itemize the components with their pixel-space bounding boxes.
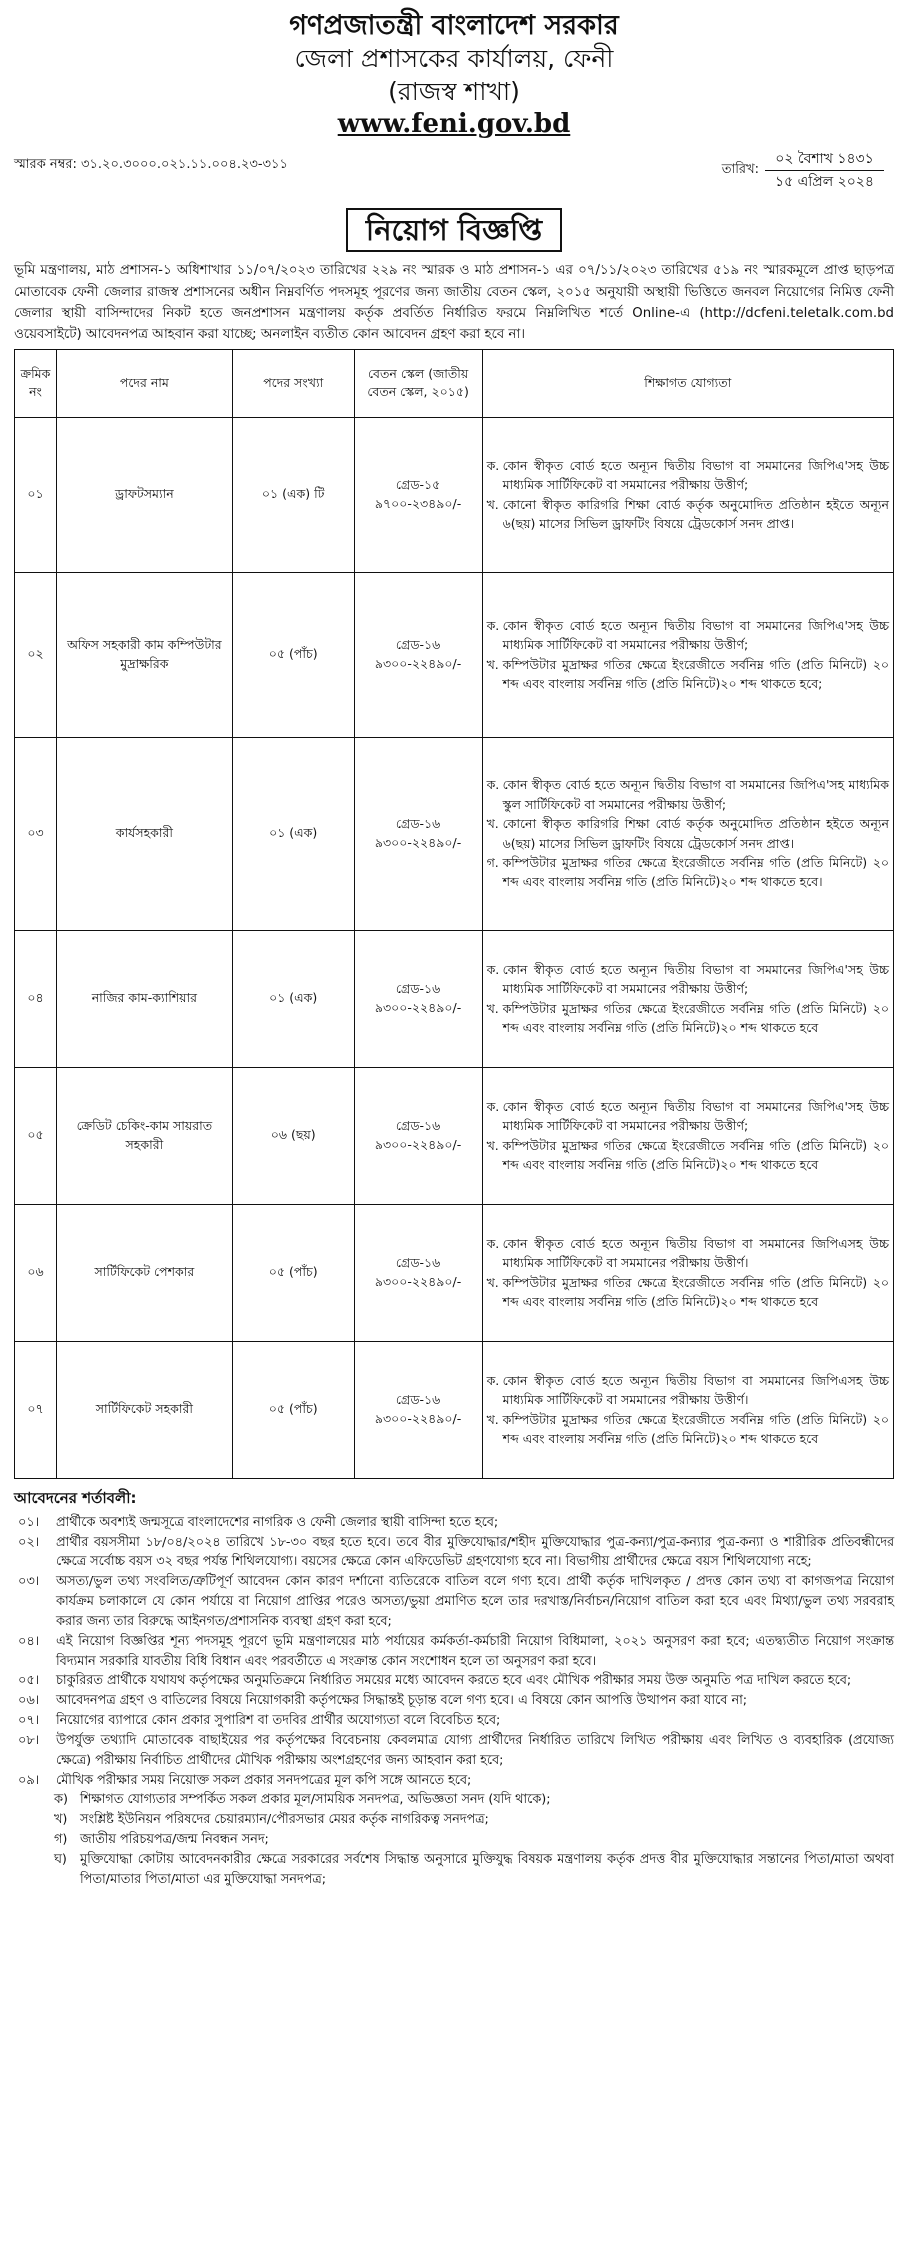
row-post-count: ০৫ (পাঁচ)	[232, 1204, 354, 1341]
row-post-name: সার্টিফিকেট পেশকার	[56, 1204, 232, 1341]
notice-title: নিয়োগ বিজ্ঞপ্তি	[346, 208, 562, 253]
row-scale-range: ৯৩০০-২২৪৯০/-	[374, 999, 462, 1015]
row-grade: গ্রেড-১৬	[395, 1255, 441, 1271]
document-marker: ক)	[54, 1792, 68, 1808]
letterhead	[14, 8, 894, 142]
row-scale-range: ৯৩০০-২২৪৯০/-	[374, 1410, 462, 1426]
qualification-item	[487, 999, 889, 1038]
qualification-item	[487, 814, 889, 853]
row-serial: ০৬	[15, 1204, 57, 1341]
row-scale-range: ৯৭০০-২৩৪৯০/-	[374, 495, 462, 511]
qualification-text: কোন স্বীকৃত বোর্ড হতে অন্যূন দ্বিতীয় বিভাগ বা সমমানের জিপিএ'সহ উচ্চ মাধ্যমিক সার্টিফিকেট বা সমমানের পরীক্ষায় উত্তীর্ণ;	[502, 457, 889, 493]
qualification-item	[487, 1097, 889, 1136]
qualification-item	[487, 456, 889, 495]
row-post-name: অফিস সহকারী কাম কম্পিউটার মুদ্রাক্ষরিক	[56, 572, 232, 737]
row-pay-scale	[354, 1204, 482, 1341]
condition-text: প্রার্থীকে অবশ্যই জন্মসূত্রে বাংলাদেশের নাগরিক ও ফেনী জেলার স্থায়ী বাসিন্দা হতে হবে;	[56, 1514, 499, 1530]
row-serial: ০১	[15, 417, 57, 572]
row-grade: গ্রেড-১৬	[395, 637, 441, 653]
qualification-marker: খ.	[486, 496, 499, 512]
row-pay-scale	[354, 417, 482, 572]
qualification-marker: খ.	[486, 1274, 499, 1290]
condition-number: ০৬।	[18, 1693, 40, 1709]
branch-name: (রাজস্ব শাখা)	[388, 76, 520, 106]
row-post-name: সার্টিফিকেট সহকারী	[56, 1341, 232, 1478]
qualification-marker: ক.	[486, 1098, 500, 1114]
qualification-item	[487, 960, 889, 999]
header-qualification: শিক্ষাগত যোগ্যতা	[482, 349, 893, 417]
row-qualification	[482, 1067, 893, 1204]
qualification-item	[487, 495, 889, 534]
condition-number: ০৭।	[18, 1713, 40, 1729]
qualification-marker: খ.	[486, 816, 499, 832]
condition-text: আবেদনপত্র গ্রহণ ও বাতিলের বিষয়ে নিয়োগকারী কর্তৃপক্ষের সিদ্ধান্তই চূড়ান্ত বলে গণ্য হবে। এ বিষয়ে কোন আপত্তি উত্থাপন করা যাবে না;	[56, 1693, 748, 1709]
qualification-item	[487, 655, 889, 694]
conditions-section	[14, 1487, 894, 1890]
row-scale-range: ৯৩০০-২২৪৯০/-	[374, 1273, 462, 1289]
header-count: পদের সংখ্যা	[232, 349, 354, 417]
row-post-count: ০১ (এক)	[232, 930, 354, 1067]
condition-text: এই নিয়োগ বিজ্ঞপ্তির শূন্য পদসমূহ পূরণে ভূমি মন্ত্রণালয়ের মাঠ পর্যায়ের কর্মকর্তা-কর্মচারী নিয়োগ বিধিমালা, ২০২১ অনুসরণ করা হবে; এতদ্ব্যতীত নিয়োগ সংক্রান্ত বিদ্যমান সরকারি যাবতীয় বিধি বিধান এবং পরবর্তীতে এ সংক্রান্ত কোন সংশোধন হলে তা অনুসরণ করা হবে।	[56, 1633, 894, 1669]
condition-text: উপর্যুক্ত তথ্যাদি মোতাবেক বাছাইয়ের পর কর্তৃপক্ষের বিবেচনায় কেবলমাত্র যোগ্য প্রার্থীদের নির্ধারিত তারিখে লিখিত পরীক্ষায় এবং লিখিত ও ব্যবহারিক (প্রযোজ্য ক্ষেত্রে) পরীক্ষায় নির্বাচিত প্রার্থীদের মৌখিক পরীক্ষায় অংশগ্রহণের জন্য আহবান করা হবে;	[56, 1732, 894, 1768]
condition-number: ০৩।	[18, 1574, 40, 1590]
qualification-marker: গ.	[486, 854, 499, 870]
row-post-name: কার্যসহকারী	[56, 737, 232, 930]
qualification-text: কম্পিউটার মুদ্রাক্ষর গতির ক্ষেত্রে ইংরেজীতে সর্বনিম্ন গতি (প্রতি মিনিটে) ২০ শব্দ এবং বাংলায় সর্বনিম্ন গতি (প্রতি মিনিটে)২০ শব্দ থাকতে হবে	[502, 1411, 889, 1446]
row-pay-scale	[354, 1067, 482, 1204]
condition-text: প্রার্থীর বয়সসীমা ১৮/০৪/২০২৪ তারিখে ১৮-৩০ বছর হতে হবে। তবে বীর মুক্তিযোদ্ধার/শহীদ মুক্তিযোদ্ধার পুত্র-কন্যা/পুত্র-কন্যার পুত্র-কন্যা ও শারীরিক প্রতিবন্ধীদের ক্ষেত্রে সর্বোচ্চ বয়স ৩২ বছর পর্যন্ত শিথিলযোগ্য। বয়সের ক্ষেত্রে কোন এফিডেভিট গ্রহণযোগ্য হবে না। বিভাগীয় প্রার্থীদের ক্ষেত্রে বয়স শিথিলযোগ্য নহে;	[56, 1534, 894, 1570]
qualification-marker: ক.	[486, 961, 500, 977]
qualification-marker: ক.	[486, 617, 500, 633]
qualification-item	[487, 1273, 889, 1312]
qualification-marker: ক.	[486, 777, 500, 793]
qualification-text: কোনো স্বীকৃত কারিগরি শিক্ষা বোর্ড কর্তৃক অনুমোদিত প্রতিষ্ঠান হইতে অন্যূন ৬(ছয়) মাসের সিভিল ড্রাফটিং বিষয়ে ট্রেডকোর্স সনদ প্রাপ্ত।	[502, 496, 889, 531]
row-qualification	[482, 1204, 893, 1341]
date-english: ১৫ এপ্রিল ২০২৪	[775, 174, 874, 191]
condition-text: চাকুরিরত প্রার্থীকে যথাযথ কর্তৃপক্ষের অনুমতিক্রমে নির্ধারিত সময়ের মধ্যে আবেদন করতে হবে এবং মৌখিক পরীক্ষার সময় উক্ত অনুমতি পত্র দাখিল করতে হবে;	[56, 1673, 852, 1689]
row-post-count: ০৫ (পাঁচ)	[232, 572, 354, 737]
condition-item	[14, 1671, 894, 1691]
qualification-item	[487, 853, 889, 892]
document-marker: খ)	[54, 1812, 68, 1828]
conditions-title: আবেদনের শর্তাবলী:	[14, 1488, 137, 1507]
header-scale: বেতন স্কেল (জাতীয় বেতন স্কেল, ২০১৫)	[354, 349, 482, 417]
qualification-text: কোনো স্বীকৃত কারিগরি শিক্ষা বোর্ড কর্তৃক অনুমোদিত প্রতিষ্ঠান হইতে অন্যূন ৬(ছয়) মাসের সিভিল ড্রাফটিং বিষয়ে ট্রেডকোর্স সনদ প্রাপ্ত।	[502, 816, 889, 851]
qualification-item	[487, 1410, 889, 1449]
row-qualification	[482, 737, 893, 930]
row-qualification	[482, 930, 893, 1067]
date-block	[722, 148, 884, 194]
reference-row	[14, 148, 894, 206]
row-serial: ০৫	[15, 1067, 57, 1204]
row-serial: ০২	[15, 572, 57, 737]
condition-text: অসত্য/ভুল তথ্য সংবলিত/ত্রুটিপূর্ণ আবেদন কোন কারণ দর্শানো ব্যতিরেকে বাতিল বলে গণ্য হবে। প্রার্থী কর্তৃক দাখিলকৃত / প্রদত্ত কোন তথ্য বা কাগজপত্র নিয়োগ কার্যক্রম চলাকালে যে কোন পর্যায়ে বা নিয়োগ প্রাপ্তির পরেও অসত্য/ভুয়া প্রমাণিত হলে তার দরখাস্ত/নির্বাচন/নিয়োগ বাতিল করা হবে এবং মিথ্যা/ভুল তথ্য সরবরাহ করার জন্য তার বিরুদ্ধে আইনগত/প্রশাসনিক ব্যবস্থা গ্রহণ করা হবে;	[56, 1574, 894, 1629]
row-qualification	[482, 1341, 893, 1478]
table-row	[15, 417, 894, 572]
qualification-text: কম্পিউটার মুদ্রাক্ষর গতির ক্ষেত্রে ইংরেজীতে সর্বনিম্ন গতি (প্রতি মিনিটে) ২০ শব্দ এবং বাংলায় সর্বনিম্ন গতি (প্রতি মিনিটে)২০ শব্দ থাকতে হবে;	[502, 656, 889, 691]
table-row	[15, 737, 894, 930]
header-post: পদের নাম	[56, 349, 232, 417]
row-qualification	[482, 417, 893, 572]
qualification-text: কম্পিউটার মুদ্রাক্ষর গতির ক্ষেত্রে ইংরেজীতে সর্বনিম্ন গতি (প্রতি মিনিটে) ২০ শব্দ এবং বাংলায় সর্বনিম্ন গতি (প্রতি মিনিটে)২০ শব্দ থাকতে হবে	[502, 1137, 889, 1172]
document-item	[14, 1810, 894, 1830]
qualification-text: কোন স্বীকৃত বোর্ড হতে অন্যূন দ্বিতীয় বিভাগ বা সমমানের জিপিএ'সহ মাধ্যমিক স্কুল সার্টিফিকেট বা সমমানের পরীক্ষায় উত্তীর্ণ;	[502, 777, 889, 812]
document-marker: ঘ)	[54, 1851, 67, 1867]
date-label: তারিখ:	[721, 162, 759, 178]
conditions-list	[14, 1513, 894, 1791]
condition-item	[14, 1691, 894, 1711]
condition-text: নিয়োগের ব্যাপারে কোন প্রকার সুপারিশ বা তদবির প্রার্থীর অযোগ্যতা বলে বিবেচিত হবে;	[56, 1713, 501, 1729]
condition-number: ০৮।	[18, 1732, 40, 1748]
row-qualification	[482, 572, 893, 737]
table-header-row	[15, 349, 894, 417]
row-grade: গ্রেড-১৫	[395, 477, 441, 493]
date-bangla: ০২ বৈশাখ ১৪৩১	[765, 148, 884, 171]
row-pay-scale	[354, 737, 482, 930]
condition-text: মৌখিক পরীক্ষার সময় নিয়োক্ত সকল প্রকার সনদপত্রের মূল কপি সঙ্গে আনতে হবে;	[56, 1772, 472, 1788]
qualification-text: কোন স্বীকৃত বোর্ড হতে অন্যূন দ্বিতীয় বিভাগ বা সমমানের জিপিএ'সহ উচ্চ মাধ্যমিক সার্টিফিকেট বা সমমানের পরীক্ষায় উত্তীর্ণ;	[502, 961, 889, 997]
website-link[interactable]: www.feni.gov.bd	[337, 109, 571, 140]
row-serial: ০৪	[15, 930, 57, 1067]
row-grade: গ্রেড-১৬	[395, 1392, 441, 1408]
document-item	[14, 1850, 894, 1890]
row-pay-scale	[354, 1341, 482, 1478]
condition-item	[14, 1533, 894, 1573]
row-grade: গ্রেড-১৬	[395, 981, 441, 997]
qualification-marker: ক.	[486, 457, 500, 473]
row-post-name: ক্রেডিট চেকিং-কাম সায়রাত সহকারী	[56, 1067, 232, 1204]
qualification-item	[487, 1234, 889, 1273]
document-marker: গ)	[54, 1832, 68, 1848]
row-scale-range: ৯৩০০-২২৪৯০/-	[374, 1136, 462, 1152]
condition-item	[14, 1771, 894, 1791]
row-scale-range: ৯৩০০-২২৪৯০/-	[374, 834, 462, 850]
posts-table-body	[15, 417, 894, 1478]
document-text: শিক্ষাগত যোগ্যতার সম্পর্কিত সকল প্রকার মূল/সাময়িক সনদপত্র, অভিজ্ঞতা সনদ (যদি থাকে);	[80, 1792, 551, 1808]
office-name: জেলা প্রশাসকের কার্যালয়, ফেনী	[294, 44, 614, 74]
qualification-item	[487, 616, 889, 655]
document-text: সংশ্লিষ্ট ইউনিয়ন পরিষদের চেয়ারম্যান/পৌরসভার মেয়র কর্তৃক নাগরিকত্ব সনদপত্র;	[80, 1812, 489, 1828]
row-pay-scale	[354, 930, 482, 1067]
qualification-text: কোন স্বীকৃত বোর্ড হতে অন্যূন দ্বিতীয় বিভাগ বা সমমানের জিপিএ'সহ উচ্চ মাধ্যমিক সার্টিফিকেট বা সমমানের পরীক্ষায় উত্তীর্ণ;	[502, 617, 889, 653]
row-serial: ০৩	[15, 737, 57, 930]
memo-number: স্মারক নম্বর: ৩১.২০.৩০০০.০২১.১১.০০৪.২৩-৩১১	[14, 156, 288, 172]
table-row	[15, 572, 894, 737]
row-post-count: ০১ (এক) টি	[232, 417, 354, 572]
qualification-marker: ক.	[486, 1372, 500, 1388]
condition-item	[14, 1572, 894, 1631]
condition-item	[14, 1711, 894, 1731]
qualification-marker: খ.	[486, 1411, 499, 1427]
qualification-text: কম্পিউটার মুদ্রাক্ষর গতির ক্ষেত্রে ইংরেজীতে সর্বনিম্ন গতি (প্রতি মিনিটে) ২০ শব্দ এবং বাংলায় সর্বনিম্ন গতি (প্রতি মিনিটে)২০ শব্দ থাকতে হবে	[502, 1274, 889, 1309]
qualification-marker: ক.	[486, 1235, 500, 1251]
qualification-text: কোন স্বীকৃত বোর্ড হতে অন্যূন দ্বিতীয় বিভাগ বা সমমানের জিপিএসহ উচ্চ মাধ্যমিক সার্টিফিকেট বা সমমানের পরীক্ষায় উত্তীর্ণ।	[502, 1235, 889, 1271]
condition-number: ০৯।	[18, 1772, 40, 1788]
row-serial: ০৭	[15, 1341, 57, 1478]
condition-number: ০৪।	[18, 1633, 40, 1649]
qualification-item	[487, 1371, 889, 1410]
row-post-count: ০৫ (পাঁচ)	[232, 1341, 354, 1478]
table-row	[15, 1067, 894, 1204]
condition-item	[14, 1731, 894, 1771]
condition-number: ০২।	[18, 1534, 40, 1550]
row-grade: গ্রেড-১৬	[395, 1118, 441, 1134]
row-pay-scale	[354, 572, 482, 737]
qualification-text: কোন স্বীকৃত বোর্ড হতে অন্যূন দ্বিতীয় বিভাগ বা সমমানের জিপিএ'সহ উচ্চ মাধ্যমিক সার্টিফিকেট বা সমমানের পরীক্ষায় উত্তীর্ণ;	[502, 1098, 889, 1134]
row-post-name: ড্রাফটসম্যান	[56, 417, 232, 572]
condition-number: ০১।	[18, 1514, 40, 1530]
documents-list	[14, 1790, 894, 1889]
document-item	[14, 1790, 894, 1810]
table-row	[15, 1341, 894, 1478]
posts-table	[14, 349, 894, 1479]
row-scale-range: ৯৩০০-২২৪৯০/-	[374, 655, 462, 671]
qualification-marker: খ.	[486, 1137, 499, 1153]
condition-item	[14, 1513, 894, 1533]
qualification-text: কম্পিউটার মুদ্রাক্ষর গতির ক্ষেত্রে ইংরেজীতে সর্বনিম্ন গতি (প্রতি মিনিটে) ২০ শব্দ এবং বাংলায় সর্বনিম্ন গতি (প্রতি মিনিটে)২০ শব্দ থাকতে হবে।	[502, 854, 889, 890]
document-item	[14, 1830, 894, 1850]
table-row	[15, 930, 894, 1067]
row-grade: গ্রেড-১৬	[395, 816, 441, 832]
qualification-item	[487, 1136, 889, 1175]
government-name: গণপ্রজাতন্ত্রী বাংলাদেশ সরকার	[289, 10, 619, 41]
row-post-count: ০১ (এক)	[232, 737, 354, 930]
condition-number: ০৫।	[18, 1673, 40, 1689]
qualification-item	[487, 775, 889, 814]
intro-paragraph: ভূমি মন্ত্রণালয়, মাঠ প্রশাসন-১ অধিশাখার ১১/০৭/২০২৩ তারিখের ২২৯ নং স্মারক ও মাঠ প্রশাসন-১ এর ০৭/১১/২০২৩ তারিখের ৫১৯ নং স্মারকমূলে প্রাপ্ত ছাড়পত্র মোতাবেক ফেনী জেলার রাজস্ব প্রশাসনের অধীন নিম্নবর্ণিত পদসমূহ পূরণের জন্য জাতীয় বেতন স্কেল, ২০১৫ অনুযায়ী অস্থায়ী ভিত্তিতে জনবল নিয়োগের নিমিত্ত ফেনী জেলার স্থায়ী বাসিন্দাদের নিকট হতে জনপ্রশাসন মন্ত্রণালয় কর্তৃক প্রবর্তিত নির্ধারিত ফরমে নিম্নলিখিত শর্তে Online-এ (http://dcfeni.teletalk.com.bd ওয়েবসাইটে) আবেদনপত্র আহবান করা যাচ্ছে; অনলাইন ব্যতীত কোন আবেদন গ্রহণ করা হবে না।	[14, 263, 894, 343]
row-post-count: ০৬ (ছয়)	[232, 1067, 354, 1204]
qualification-text: কোন স্বীকৃত বোর্ড হতে অন্যূন দ্বিতীয় বিভাগ বা সমমানের জিপিএসহ উচ্চ মাধ্যমিক সার্টিফিকেট বা সমমানের পরীক্ষায় উত্তীর্ণ।	[502, 1372, 889, 1408]
qualification-marker: খ.	[486, 656, 499, 672]
condition-item	[14, 1632, 894, 1672]
table-row	[15, 1204, 894, 1341]
document-text: জাতীয় পরিচয়পত্র/জন্ম নিবন্ধন সনদ;	[80, 1832, 269, 1848]
document-text: মুক্তিযোদ্ধা কোটায় আবেদনকারীর ক্ষেত্রে সরকারের সর্বশেষ সিদ্ধান্ত অনুসারে মুক্তিযুদ্ধ বিষয়ক মন্ত্রণালয় কর্তৃক প্রদত্ত বীর মুক্তিযোদ্ধার সন্তানের পিতা/মাতা অথবা পিতা/মাতার পিতা/মাতা এর মুক্তিযোদ্ধা সনদপত্র;	[80, 1851, 894, 1887]
qualification-text: কম্পিউটার মুদ্রাক্ষর গতির ক্ষেত্রে ইংরেজীতে সর্বনিম্ন গতি (প্রতি মিনিটে) ২০ শব্দ এবং বাংলায় সর্বনিম্ন গতি (প্রতি মিনিটে)২০ শব্দ থাকতে হবে	[502, 1000, 889, 1035]
header-serial: ক্রমিক নং	[15, 349, 57, 417]
row-post-name: নাজির কাম-ক্যাশিয়ার	[56, 930, 232, 1067]
qualification-marker: খ.	[486, 1000, 499, 1016]
